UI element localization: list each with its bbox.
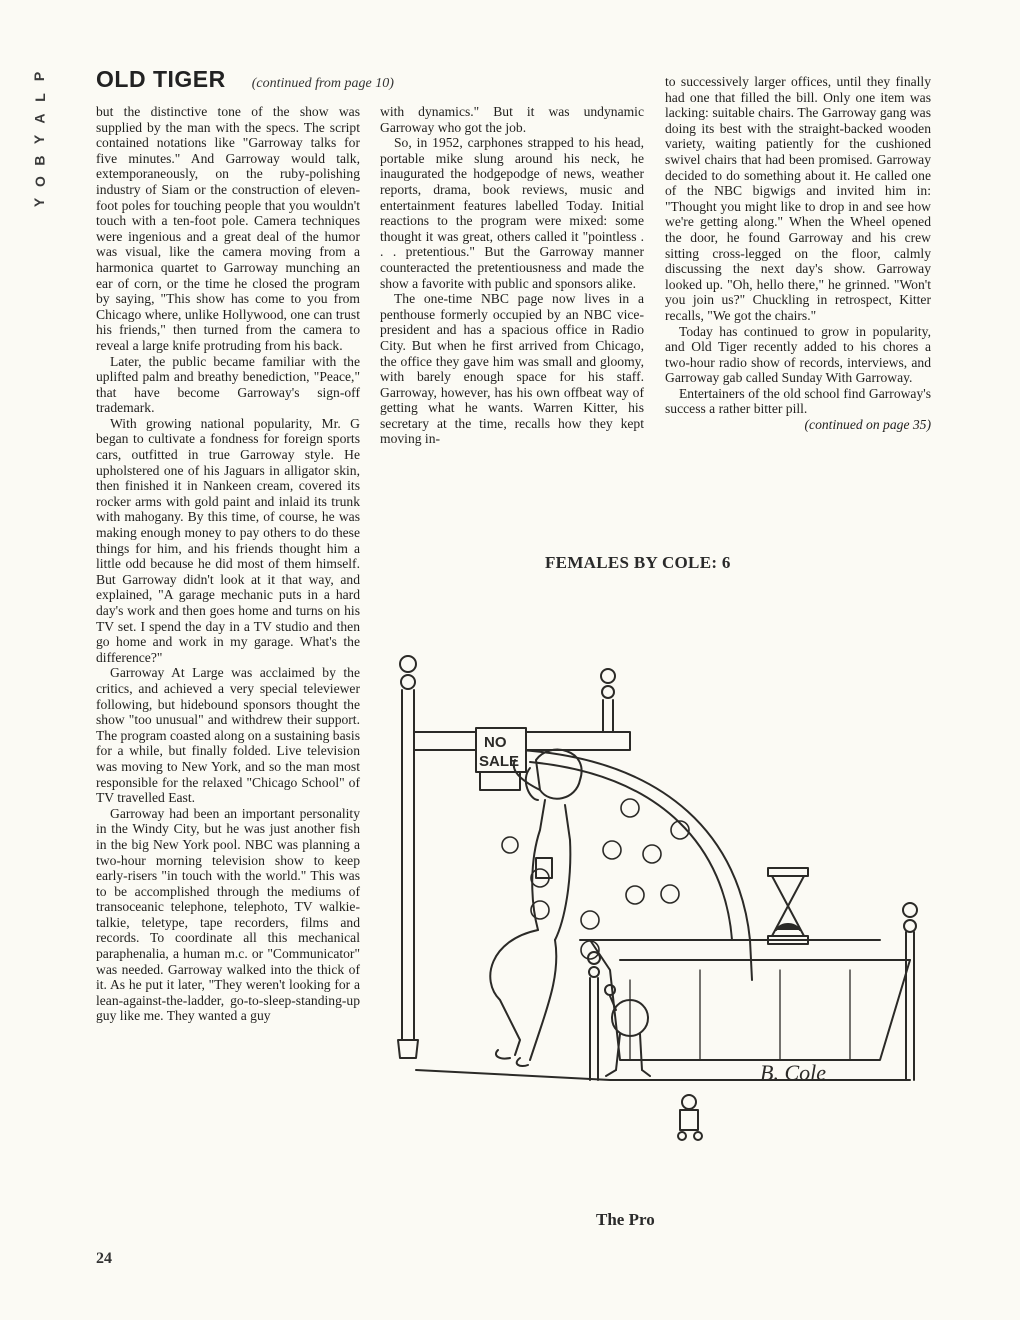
article-header <box>96 66 394 96</box>
paragraph: with dynamics." But it was undynamic Garroway who got the job. <box>380 104 644 135</box>
text-column-2 <box>380 104 644 447</box>
register-keys <box>502 799 689 959</box>
sign-line-2: SALE <box>479 753 520 770</box>
side-letter: L <box>31 93 48 102</box>
magazine-side-label <box>26 66 54 213</box>
text-column-3 <box>665 74 931 433</box>
side-letter: B <box>31 155 48 166</box>
article-title: OLD TIGER <box>96 66 226 92</box>
side-letter: A <box>31 113 48 124</box>
paragraph: With growing national popularity, Mr. G began to cultivate a fondness for foreign sports cars, outfitted in true Garroway style. He upholstered one of his Jaguars in alligator skin, then finished it in Nankeen cream, covered its rocker arms with gold paint and inlaid its trunk with mahogany. By this time, of course, he was making enough money to pay others to do these things for him, and his friends thought him a little odd because he did most of them himself. But Garroway didn't look at it that way, and explained, "A garage mechanic puts in a hard day's work and then goes home and turns on his TV set. I spend the day in a TV studio and then go home and work in my garage. What's the difference?" <box>96 415 360 665</box>
woman-figure <box>490 750 581 1066</box>
continued-on-note: (continued on page 35) <box>804 417 931 433</box>
paragraph: Today has continued to grow in popularity, and Old Tiger recently added to his chores a two-hour radio show of records, interviews, and Garroway gab called Sunday With Garroway. <box>665 323 931 386</box>
paragraph: to successively larger offices, until they finally had one that filled the bill. Only one item was lacking: suitable chairs. The Garroway gang was doing its best with the straight-backed wooden variety, waiting patiently for the cushioned swivel chairs that had been promised. Garroway decided to do something about it. He called one of the NBC bigwigs and invited him in: "Thought you might like to drop in and see how we're getting along." When the Wheel opened the door, he found Garroway and his crew sitting cross-legged on the floor, calmly discussing the next day's show. Garroway looked up. "Oh, hello there," he grinned. "Won't you join us?" Chuckling in retrospect, Kitter recalls, "We got the chairs." <box>665 74 931 323</box>
paragraph: but the distinctive tone of the show was supplied by the man with the specs. The script contained notations like "Garroway talks for five minutes." And Garroway would talk, extemporaneously, on the ruby-polishing industry of Siam or the construction of eleven-foot poles for touching people that you wouldn't touch with a ten-foot pole. Camera techniques were ingenious and a great deal of the humor was visual, like the camera moving from a harmonica quartet to Garroway munching an ear of corn, or the time he closed the program by saying, "This show has come to you from Chicago where, unlike Hollywood, one can trust his friends," then turned from the camera to reveal a large knife protruding from his back. <box>96 104 360 353</box>
cartoon-caption: The Pro <box>596 1210 655 1229</box>
cartoon-illustration <box>380 640 940 1200</box>
continued-from-note: (continued from page 10) <box>251 76 394 91</box>
hourglass-icon <box>768 868 808 944</box>
paragraph: Garroway had been an important personality in the Windy City, but he was just another fish in the big New York pool. NBC was planning a two-hour morning television show to keep early-risers "in touch with the world." This was to be accomplished through the mediums of transoceanic telephone, telephoto, TV walkie-talkie, teletype, tape recorders, films and records. To coordinate all this mechanical paraphenalia, a human m.c. or "Communicator" was needed. Garroway walked into the thick of it. As he put it later, "They weren't looking for a lean-against-the-ladder, go-to-sleep-standing-up guy like me. They wanted a guy <box>96 805 360 1024</box>
sign-line-1: NO <box>484 734 507 751</box>
side-letter: Y <box>31 197 48 208</box>
text-column-1 <box>96 104 360 1024</box>
paragraph: So, in 1952, carphones strapped to his head, portable mike slung around his neck, he inaugurated the hodgepodge of news, weather reports, drama, book reviews, music and entertainment features labelled Today. Initial reactions to the program were mixed: some thought it was great, others called it "pointless . . . pretentious." But the Garroway manner counteracted the pretentiousness and made the show a favorite with public and sponsors alike. <box>380 135 644 291</box>
child-figure <box>605 985 650 1076</box>
no-sale-sign <box>476 728 526 772</box>
bed-post-right <box>601 669 615 732</box>
side-letter: O <box>31 176 48 187</box>
paragraph: Garroway At Large was acclaimed by the critics, and achieved a very special televiewer following, but hidebound sponsors thought the show "too unusual" and withdrew their support. The program coasted along on a sustaining basis for a while, but finally folded. Live television was moving to New York, and so the man most responsible for the relaxed "Chicago School" of TV travelled East. <box>96 665 360 806</box>
paragraph: Entertainers of the old school find Garroway's success a rather bitter pill. <box>665 385 931 417</box>
paragraph: Later, the public became familiar with the uplifted palm and breathy benediction, "Peace," that have become Garroway's sign-off trademark. <box>96 353 360 416</box>
side-letter: P <box>31 71 48 82</box>
side-letter: Y <box>31 134 48 145</box>
page-number: 24 <box>96 1250 112 1267</box>
artist-signature: B. Cole <box>760 1060 826 1085</box>
cartoon-heading: FEMALES BY COLE: 6 <box>545 553 731 572</box>
bed-footboard <box>416 903 917 1080</box>
paragraph: The one-time NBC page now lives in a penthouse formerly occupied by an NBC vice-president and has a spacious office in Radio City. But when he first arrived from Chicago, the office they gave him was small and gloomy, with barely enough space for his staff. Garroway, however, has his own offbeat way of getting what he wants. Warren Kitter, his secretary at the time, recalls how they kept moving in- <box>380 291 644 447</box>
cash-register-headboard <box>414 732 752 980</box>
toy-figure <box>678 1095 702 1140</box>
